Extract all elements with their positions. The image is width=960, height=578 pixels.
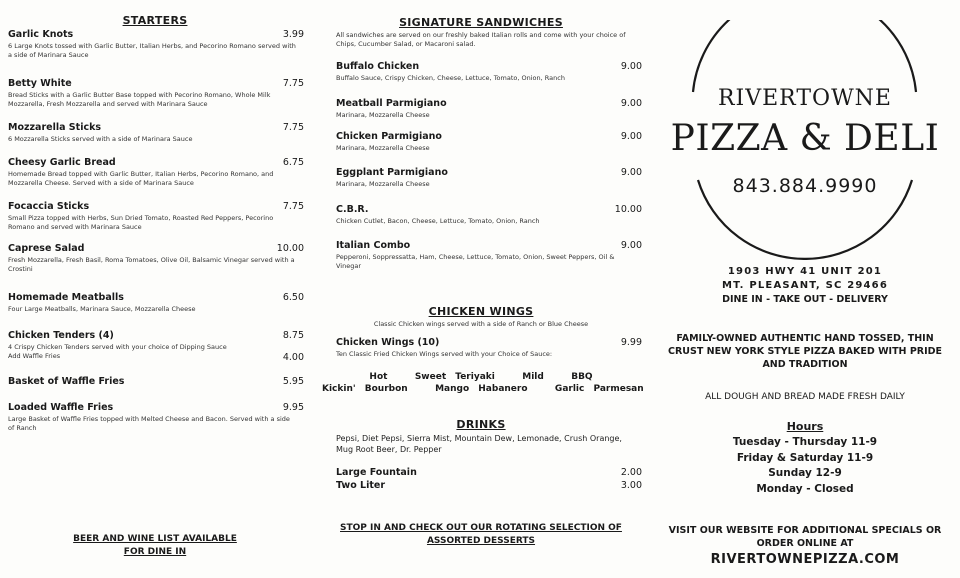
- item-description: 6 Mozzarella Sticks served with a side of Marinara Sauce: [8, 135, 193, 143]
- desserts-note-line: ASSORTED DESSERTS: [426, 536, 536, 546]
- service-options: DINE IN - TAKE OUT - DELIVERY: [722, 294, 888, 305]
- wings-intro: Classic Chicken wings served with a side of Ranch or Blue Cheese: [373, 320, 589, 328]
- website-line: ORDER ONLINE AT: [756, 538, 854, 549]
- item-name: Cheesy Garlic Bread: [8, 157, 116, 168]
- item-name: Eggplant Parmigiano: [336, 167, 448, 178]
- address-line: MT. PLEASANT, SC 29466: [721, 280, 888, 291]
- hours-line: Monday - Closed: [756, 482, 854, 495]
- item-price: 9.95: [282, 402, 304, 413]
- drinks-list: Pepsi, Diet Pepsi, Sierra Mist, Mountain Dew, Lemonade, Crush Orange, Mug Root Beer, Dr. Pepper: [336, 434, 622, 454]
- item-price: 9.00: [620, 167, 642, 178]
- item-description: Pepperoni, Soppressatta, Ham, Cheese, Lettuce, Tomato, Onion, Sweet Peppers, Oil & Vinegar: [336, 253, 615, 270]
- item-name: Focaccia Sticks: [8, 201, 90, 212]
- item-name: Large Fountain: [336, 467, 417, 478]
- item-name: Buffalo Chicken: [336, 61, 420, 72]
- item-name: Mozzarella Sticks: [8, 122, 102, 133]
- item-description: Marinara, Mozzarella Cheese: [336, 111, 430, 119]
- website-note: [650, 524, 960, 550]
- item-description: Ten Classic Fried Chicken Wings served with your Choice of Sauce:: [336, 350, 553, 358]
- menu-item: [336, 167, 642, 189]
- menu-item: [336, 204, 642, 226]
- item-name: Caprese Salad: [8, 243, 85, 254]
- about-line: FAMILY-OWNED AUTHENTIC HAND TOSSED, THIN: [676, 333, 934, 344]
- menu-item: [8, 402, 304, 432]
- item-price: 9.00: [620, 98, 642, 109]
- logo-top-arc: [693, 20, 916, 92]
- beer-note-line: BEER AND WINE LIST AVAILABLE: [73, 534, 237, 544]
- item-description: Four Large Meatballs, Marinara Sauce, Mozzarella Cheese: [8, 305, 196, 313]
- item-price: 9.99: [620, 337, 642, 348]
- menu-item: [8, 243, 304, 273]
- phone-number[interactable]: 843.884.9990: [732, 175, 878, 197]
- item-description: Fresh Mozzarella, Fresh Basil, Roma Tomatoes, Olive Oil, Balsamic Vinegar served with a Crostini: [8, 256, 295, 273]
- sauce-options: Hot Sweet Teriyaki Mild BBQ: [369, 372, 593, 382]
- item-name: Chicken Parmigiano: [336, 131, 442, 142]
- menu-item: [336, 131, 642, 153]
- website-url[interactable]: RIVERTOWNEPIZZA.COM: [710, 552, 900, 567]
- item-price: 7.75: [282, 201, 304, 212]
- sandwiches-intro: All sandwiches are served on our freshly baked Italian rolls and come with your choice of Chips, Cucumber Salad, or Macaroni salad.: [336, 31, 626, 48]
- about-line: AND TRADITION: [762, 359, 848, 370]
- menu-item: [336, 61, 642, 83]
- menu-item: [8, 292, 304, 314]
- menu-item: [8, 330, 304, 363]
- item-price: 6.75: [282, 157, 304, 168]
- menu-item: [8, 157, 304, 187]
- add-on-row: [8, 352, 304, 363]
- item-name: Basket of Waffle Fries: [8, 376, 125, 387]
- item-price: 10.00: [276, 243, 304, 254]
- hours-title: Hours: [786, 420, 824, 433]
- item-name: Italian Combo: [336, 240, 411, 251]
- item-price: 3.00: [620, 480, 642, 491]
- item-name: Two Liter: [336, 480, 386, 491]
- item-name: Chicken Wings (10): [336, 337, 440, 348]
- item-price: 3.99: [282, 29, 304, 40]
- item-price: 7.75: [282, 78, 304, 89]
- brand-name-top: RIVERTOWNE: [717, 86, 892, 111]
- add-on-label: Add Waffle Fries: [8, 351, 61, 360]
- add-on-price: 4.00: [282, 351, 304, 363]
- menu-item: [336, 337, 642, 359]
- starters-column: [0, 0, 310, 578]
- item-price: 7.75: [282, 122, 304, 133]
- item-price: 8.75: [282, 330, 304, 341]
- item-description: Marinara, Mozzarella Cheese: [336, 180, 430, 188]
- item-name: Loaded Waffle Fries: [8, 402, 114, 413]
- item-name: Chicken Tenders (4): [8, 330, 114, 341]
- item-description: Marinara, Mozzarella Cheese: [336, 144, 430, 152]
- item-price: 5.95: [282, 376, 304, 387]
- menu-item: [336, 98, 642, 120]
- item-name: Betty White: [8, 78, 72, 89]
- menu-item: [336, 467, 642, 479]
- item-description: 6 Large Knots tossed with Garlic Butter, Italian Herbs, and Pecorino Romano served with a side of Marinara Sauce: [8, 42, 296, 59]
- item-description: Buffalo Sauce, Crispy Chicken, Cheese, Lettuce, Tomato, Onion, Ranch: [336, 74, 565, 82]
- item-name: Meatball Parmigiano: [336, 98, 447, 109]
- item-name: Garlic Knots: [8, 29, 74, 40]
- item-description: Bread Sticks with a Garlic Butter Base topped with Pecorino Romano, Whole Milk Mozzarella, Fresh Mozzarella and served with Marinara Sauce: [8, 91, 271, 108]
- item-price: 2.00: [620, 467, 642, 478]
- starters-title: STARTERS: [122, 14, 188, 27]
- item-description: Large Basket of Waffle Fries topped with Melted Cheese and Bacon. Served with a side of Ranch: [8, 415, 290, 432]
- sandwiches-column: [322, 0, 644, 578]
- desserts-note-line: STOP IN AND CHECK OUT OUR ROTATING SELECTION OF: [340, 523, 622, 533]
- info-column: [650, 0, 960, 578]
- beer-wine-note: [0, 533, 310, 559]
- desserts-note: [322, 522, 640, 548]
- beer-note-line: FOR DINE IN: [123, 547, 187, 557]
- item-description: Chicken Cutlet, Bacon, Cheese, Lettuce, Tomato, Onion, Ranch: [336, 217, 540, 225]
- menu-item: [336, 480, 642, 492]
- wings-title: CHICKEN WINGS: [428, 305, 534, 318]
- item-description: 4 Crispy Chicken Tenders served with your choice of Dipping Sauce: [8, 343, 227, 351]
- hours-line: Friday & Saturday 11-9: [736, 451, 874, 464]
- address-line: 1903 HWY 41 UNIT 201: [727, 266, 883, 277]
- menu-item: [8, 78, 304, 108]
- menu-item: [8, 376, 304, 388]
- item-description: Homemade Bread topped with Garlic Butter, Italian Herbs, Pecorino Romano, and Mozzarella Cheese. Served with a side of Marinara Sauce: [8, 170, 274, 187]
- item-price: 9.00: [620, 131, 642, 142]
- item-name: C.B.R.: [336, 204, 369, 215]
- item-name: Homemade Meatballs: [8, 292, 124, 303]
- menu-item: [8, 122, 304, 144]
- menu-item: [336, 240, 642, 270]
- item-price: 6.50: [282, 292, 304, 303]
- hours-list: [650, 435, 960, 497]
- item-price: 9.00: [620, 240, 642, 251]
- brand-name-main: PIZZA & DELI: [670, 118, 940, 159]
- sauce-options: Kickin' Bourbon Mango Habanero Garlic Parmesan: [322, 384, 644, 394]
- about-text: [650, 332, 960, 371]
- drinks-title: DRINKS: [456, 418, 506, 431]
- website-line: VISIT OUR WEBSITE FOR ADDITIONAL SPECIALS OR: [668, 525, 942, 536]
- hours-line: Tuesday - Thursday 11-9: [732, 436, 878, 448]
- item-price: 9.00: [620, 61, 642, 72]
- hours-line: Sunday 12-9: [768, 467, 842, 479]
- sandwiches-title: SIGNATURE SANDWICHES: [399, 16, 563, 29]
- fresh-daily-note: ALL DOUGH AND BREAD MADE FRESH DAILY: [705, 392, 905, 402]
- menu-item: [8, 201, 304, 231]
- menu-item: [8, 29, 304, 59]
- item-description: Small Pizza topped with Herbs, Sun Dried Tomato, Roasted Red Peppers, Pecorino Romano and served with Marinara Sauce: [8, 214, 274, 231]
- item-price: 10.00: [614, 204, 642, 215]
- about-line: CRUST NEW YORK STYLE PIZZA BAKED WITH PRIDE: [667, 346, 943, 357]
